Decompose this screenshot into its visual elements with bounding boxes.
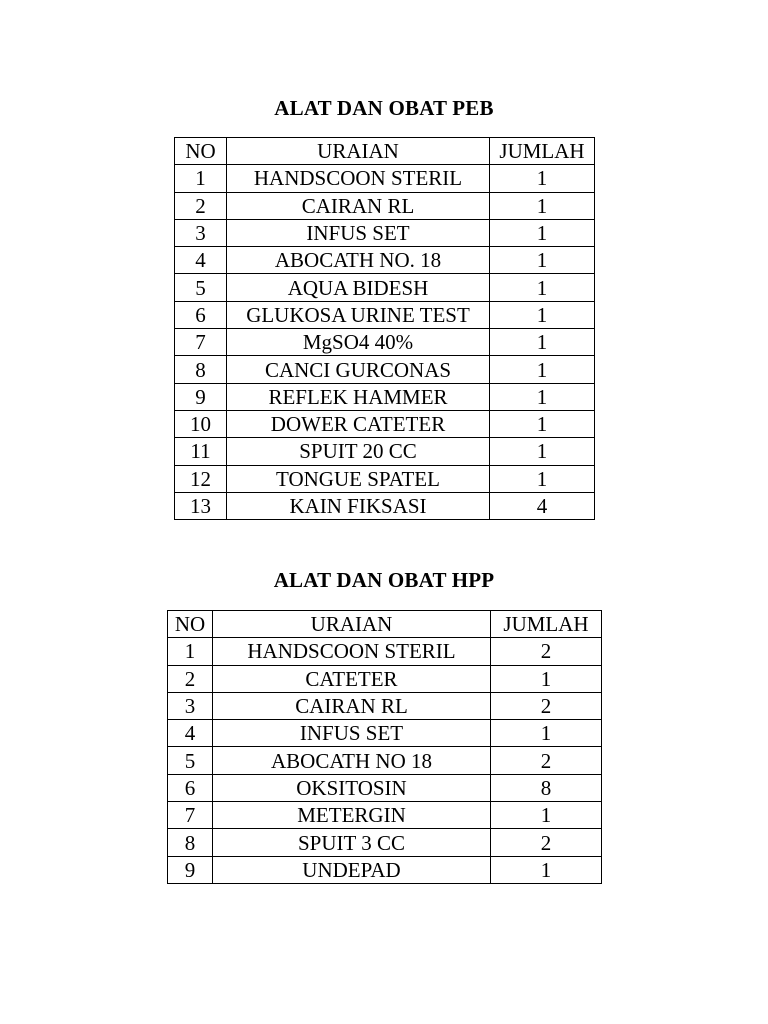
table-row — [168, 720, 602, 747]
cell-no: 6 — [175, 301, 227, 328]
table-row — [168, 802, 602, 829]
cell-jumlah: 2 — [491, 747, 602, 774]
table-row — [175, 192, 595, 219]
table-row — [168, 665, 602, 692]
column-header-no: NO — [175, 138, 227, 165]
cell-jumlah: 1 — [491, 665, 602, 692]
cell-no: 9 — [175, 383, 227, 410]
cell-no: 2 — [168, 665, 213, 692]
table-row — [168, 856, 602, 883]
cell-no: 8 — [175, 356, 227, 383]
cell-jumlah: 1 — [490, 329, 595, 356]
hpp-table — [167, 610, 602, 884]
table-row — [175, 438, 595, 465]
table-row — [175, 383, 595, 410]
cell-jumlah: 1 — [490, 165, 595, 192]
cell-uraian: DOWER CATETER — [227, 410, 490, 437]
cell-no: 9 — [168, 856, 213, 883]
cell-uraian: ABOCATH NO. 18 — [227, 247, 490, 274]
column-header-no: NO — [168, 611, 213, 638]
cell-uraian: INFUS SET — [227, 219, 490, 246]
cell-uraian: ABOCATH NO 18 — [213, 747, 491, 774]
table-row — [168, 774, 602, 801]
cell-jumlah: 1 — [490, 247, 595, 274]
cell-uraian: TONGUE SPATEL — [227, 465, 490, 492]
cell-no: 7 — [175, 329, 227, 356]
cell-uraian: SPUIT 20 CC — [227, 438, 490, 465]
hpp-table-body — [168, 638, 602, 884]
hpp-title: ALAT DAN OBAT HPP — [273, 568, 495, 592]
cell-jumlah: 1 — [490, 438, 595, 465]
cell-uraian: METERGIN — [213, 802, 491, 829]
cell-jumlah: 1 — [491, 856, 602, 883]
cell-jumlah: 2 — [491, 692, 602, 719]
cell-jumlah: 1 — [490, 356, 595, 383]
table-row — [168, 692, 602, 719]
cell-no: 4 — [168, 720, 213, 747]
cell-uraian: REFLEK HAMMER — [227, 383, 490, 410]
table-row — [175, 492, 595, 519]
cell-jumlah: 1 — [490, 274, 595, 301]
table-row — [175, 356, 595, 383]
cell-uraian: MgSO4 40% — [227, 329, 490, 356]
table-row — [175, 219, 595, 246]
cell-uraian: CAIRAN RL — [227, 192, 490, 219]
table-row — [175, 274, 595, 301]
cell-jumlah: 1 — [491, 720, 602, 747]
cell-no: 5 — [168, 747, 213, 774]
peb-table — [174, 137, 595, 520]
column-header-uraian: URAIAN — [213, 611, 491, 638]
table-header-row — [168, 611, 602, 638]
cell-uraian: AQUA BIDESH — [227, 274, 490, 301]
cell-uraian: OKSITOSIN — [213, 774, 491, 801]
cell-uraian: KAIN FIKSASI — [227, 492, 490, 519]
cell-jumlah: 4 — [490, 492, 595, 519]
cell-no: 13 — [175, 492, 227, 519]
cell-no: 3 — [175, 219, 227, 246]
cell-no: 1 — [175, 165, 227, 192]
cell-jumlah: 1 — [491, 802, 602, 829]
cell-no: 4 — [175, 247, 227, 274]
peb-title: ALAT DAN OBAT PEB — [274, 96, 494, 120]
table-row — [168, 638, 602, 665]
cell-jumlah: 1 — [490, 192, 595, 219]
cell-jumlah: 1 — [490, 219, 595, 246]
column-header-jumlah: JUMLAH — [490, 138, 595, 165]
table-row — [175, 465, 595, 492]
cell-uraian: CAIRAN RL — [213, 692, 491, 719]
table-header-row — [175, 138, 595, 165]
cell-no: 7 — [168, 802, 213, 829]
cell-uraian: CATETER — [213, 665, 491, 692]
cell-jumlah: 1 — [490, 465, 595, 492]
cell-no: 2 — [175, 192, 227, 219]
table-row — [175, 247, 595, 274]
table-row — [168, 747, 602, 774]
column-header-uraian: URAIAN — [227, 138, 490, 165]
cell-no: 1 — [168, 638, 213, 665]
cell-no: 6 — [168, 774, 213, 801]
cell-no: 3 — [168, 692, 213, 719]
cell-uraian: UNDEPAD — [213, 856, 491, 883]
cell-jumlah: 1 — [490, 301, 595, 328]
cell-no: 5 — [175, 274, 227, 301]
table-row — [175, 301, 595, 328]
cell-uraian: HANDSCOON STERIL — [227, 165, 490, 192]
cell-jumlah: 1 — [490, 383, 595, 410]
cell-jumlah: 1 — [490, 410, 595, 437]
cell-no: 8 — [168, 829, 213, 856]
cell-uraian: GLUKOSA URINE TEST — [227, 301, 490, 328]
table-row — [168, 829, 602, 856]
cell-no: 11 — [175, 438, 227, 465]
cell-jumlah: 2 — [491, 638, 602, 665]
column-header-jumlah: JUMLAH — [491, 611, 602, 638]
cell-uraian: CANCI GURCONAS — [227, 356, 490, 383]
table-row — [175, 329, 595, 356]
cell-no: 10 — [175, 410, 227, 437]
cell-jumlah: 8 — [491, 774, 602, 801]
cell-uraian: INFUS SET — [213, 720, 491, 747]
cell-no: 12 — [175, 465, 227, 492]
peb-table-body — [175, 165, 595, 520]
cell-jumlah: 2 — [491, 829, 602, 856]
table-row — [175, 165, 595, 192]
table-row — [175, 410, 595, 437]
cell-uraian: HANDSCOON STERIL — [213, 638, 491, 665]
cell-uraian: SPUIT 3 CC — [213, 829, 491, 856]
